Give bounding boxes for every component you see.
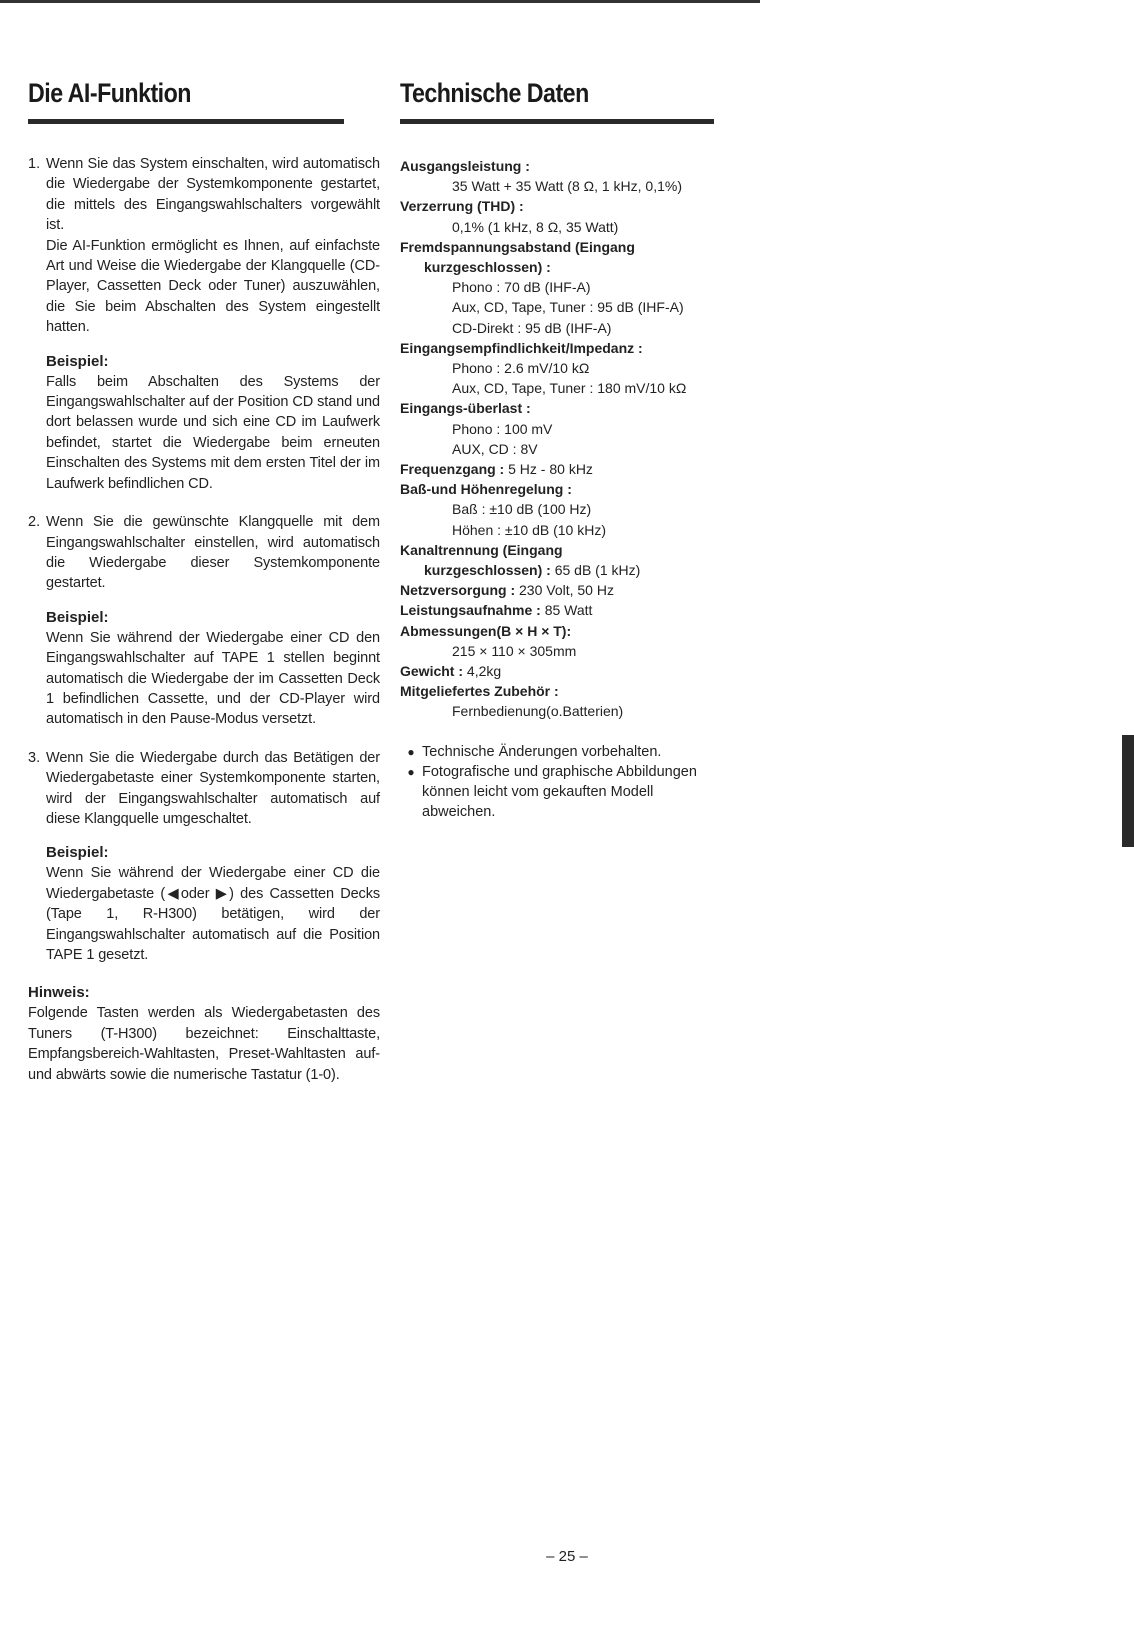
spec-list [400,156,722,722]
spec-value: 230 Volt, 50 Hz [519,582,614,599]
item-body [46,748,380,966]
spec-label: Leistungsaufnahme : [400,602,545,619]
title-underline [28,119,344,124]
bullet-icon: ● [407,744,415,759]
left-column [28,78,380,1085]
title-underline [400,119,714,124]
spec-value: Phono : 2.6 mV/10 kΩ [452,360,590,377]
spec-row [400,661,722,681]
top-rule [0,0,760,3]
spec-label: Netzversorgung : [400,582,520,599]
item-paragraph: Wenn Sie die Wiedergabe durch das Betätigen der Wiedergabetaste einer Systemkomponente starten, wird der Eingangswahlschalter automatisch auf diese Klangquelle umgeschaltet. [46,749,380,827]
spec-value: 35 Watt + 35 Watt (8 Ω, 1 kHz, 0,1%) [452,178,683,195]
note-text: Technische Änderungen vorbehalten. [422,743,662,760]
example-label: Beispiel: [46,352,109,370]
right-column [400,78,722,822]
spec-label: Verzerrung (THD) : [400,198,524,215]
item-body [46,154,380,494]
spec-label: Mitgeliefertes Zubehör : [400,683,559,700]
note-item [400,762,722,822]
spec-label: Frequenzgang : [400,461,509,478]
example-block [46,352,380,494]
spec-value: 215 × 110 × 305mm [452,642,577,659]
hinweis-text: Folgende Tasten werden als Wiedergabetasten des Tuners (T-H300) bezeichnet: Einschalttaste, Empfangsbereich-Wahltasten, Preset-Wahltasten auf-und abwärts sowie die numerische Tastatur (1-0). [28,1005,380,1083]
list-item [28,748,380,966]
spec-value: CD-Direkt : 95 dB (IHF-A) [452,319,612,336]
spec-value: Höhen : ±10 dB (10 kHz) [452,521,606,538]
spec-value: Aux, CD, Tape, Tuner : 95 dB (IHF-A) [452,299,684,316]
spec-value: 65 dB (1 kHz) [554,562,641,579]
note-item [400,742,722,762]
example-text: Wenn Sie während der Wiedergabe einer CD den Eingangswahlschalter auf TAPE 1 stellen beginnt automatisch die Wiedergabe der im Cassetten Deck 1 befindlichen Cassette, und der CD-Player wird automatisch in den Pause-Modus versetzt. [46,629,380,728]
spec-value: 85 Watt [544,602,593,619]
spec-label: Ausgangsleistung : [400,158,530,174]
spec-row [400,459,722,479]
item-number: 2. [28,514,41,531]
spec-label: Gewicht : [400,663,467,680]
spec-label-continued: kurzgeschlossen) : [424,259,551,276]
item-paragraph: Wenn Sie das System einschalten, wird automatisch die Wiedergabe der Systemkomponente gestartet, die mittels des Eingangswahlschalters vorgewählt ist. [46,156,380,234]
spec-label: kurzgeschlossen) : [424,562,555,579]
spec-value: Phono : 100 mV [452,420,553,437]
note-text: Fotografische und graphische Abbildungen können leicht vom gekauften Modell abweichen. [422,763,697,820]
bullet-icon: ● [407,764,415,779]
spec-label: Baß-und Höhenregelung : [400,481,572,498]
spec-row [400,580,722,600]
spec-label: Eingangs-überlast : [400,400,531,417]
spec-value: Phono : 70 dB (IHF-A) [452,279,591,296]
spec-value: 5 Hz - 80 kHz [508,461,593,478]
spec-label: Fremdspannungsabstand (Eingang [400,238,635,255]
example-text: Falls beim Abschalten des Systems der Eingangswahlschalter auf der Position CD stand und dort belassen wurde und sich eine CD im Laufwerk befindet, startet die Wiedergabe beim erneuten Einschalten des Systems mit dem ersten Titel der im Laufwerk befindlichen CD. [46,373,380,492]
example-text: Wenn Sie während der Wiedergabe einer CD die Wiedergabetaste (◀oder ▶) des Cassetten Decks (Tape 1, R-H300) betätigen, wird der Eingangswahlschalter automatisch auf die Position TAPE 1 gesetzt. [46,865,380,963]
spec-row [400,560,722,580]
item-paragraph: Die AI-Funktion ermöglicht es Ihnen, auf einfachste Art und Weise die Wiedergabe der Klangquelle (CD-Player, Cassetten Deck oder Tuner) auszuwählen, die Sie beim Abschalten des System eingestellt hatten. [46,237,380,336]
spec-value: Aux, CD, Tape, Tuner : 180 mV/10 kΩ [452,380,687,397]
example-block [46,608,380,730]
spec-value: 0,1% (1 kHz, 8 Ω, 35 Watt) [452,218,619,235]
section-title-ai-funktion: Die AI-Funktion [28,78,191,108]
example-block [46,843,380,965]
hinweis-label: Hinweis: [28,984,90,1002]
hinweis-block [28,983,380,1085]
item-paragraph: Wenn Sie die gewünschte Klangquelle mit dem Eingangswahlschalter einstellen, wird automatisch die Wiedergabe dieser Systemkomponente gestartet. [46,514,380,592]
spec-label: Abmessungen(B × H × T): [400,622,572,639]
item-body [46,512,380,730]
spec-value: 4,2kg [466,663,502,680]
list-item [28,154,380,494]
spec-label: Eingangsempfindlichkeit/Impedanz : [400,339,643,356]
spec-label: Kanaltrennung (Eingang [400,541,563,558]
item-number: 3. [28,749,41,766]
spec-value: AUX, CD : 8V [452,440,538,457]
example-label: Beispiel: [46,844,109,862]
section-title-technische-daten: Technische Daten [400,78,589,108]
spec-row [400,600,722,620]
example-label: Beispiel: [46,608,109,626]
page-number: – 25 – [546,1548,588,1565]
notes-list [400,742,722,822]
item-number: 1. [28,156,41,172]
list-item [28,512,380,730]
spec-value: Baß : ±10 dB (100 Hz) [452,501,592,518]
side-tab-marker [1122,735,1134,847]
ai-function-list [28,154,380,965]
spec-value: Fernbedienung(o.Batterien) [452,703,624,720]
